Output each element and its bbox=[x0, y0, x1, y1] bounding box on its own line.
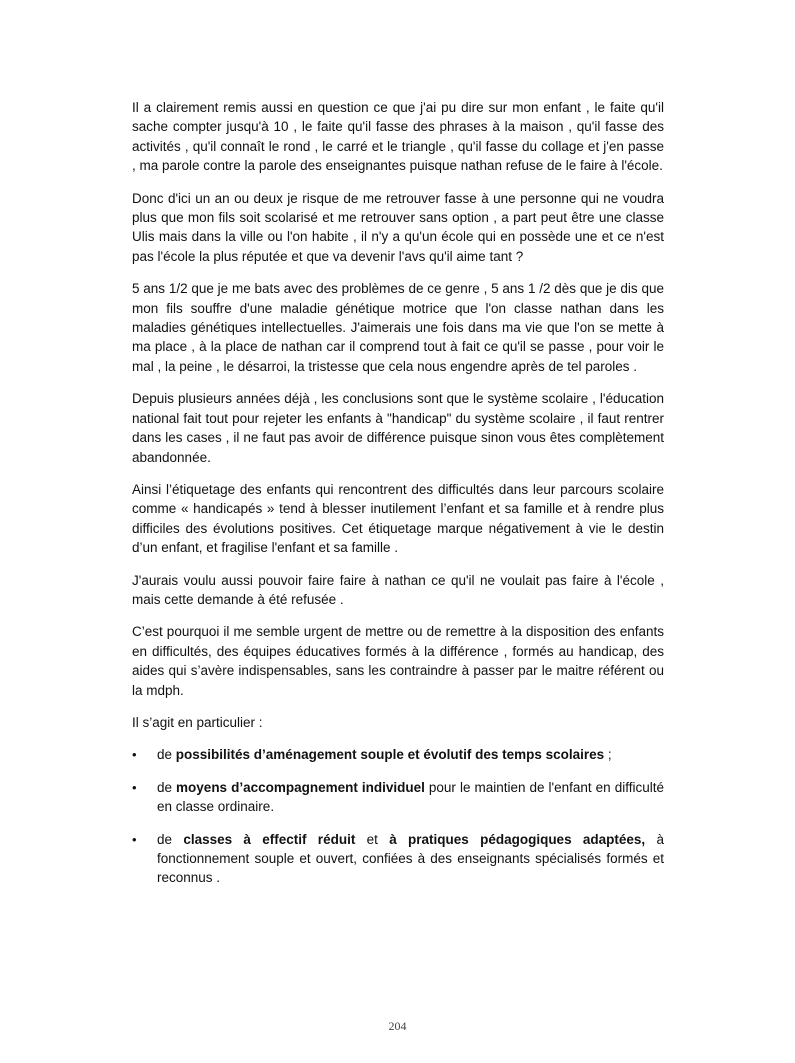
paragraph: Ainsi l’étiquetage des enfants qui rencontrent des difficultés dans leur parcours scolaire comme « handicapés » tend à blesser inutilement l’enfant et sa famille et à rendre plus difficiles des évolutions positives. Cet étiquetage marque négativement à vie le destin d’un enfant, et fragilise l'enfant et sa famille . bbox=[132, 481, 664, 556]
bullet-list bbox=[132, 745, 664, 887]
bullet-item bbox=[132, 778, 664, 817]
paragraph: 5 ans 1/2 que je me bats avec des problèmes de ce genre , 5 ans 1 /2 dès que je dis que mon fils souffre d'une maladie génétique motrice que l'on classe nathan dans les maladies génétiques intellectuelles. J'aimerais une fois dans ma vie que l'on se mette à ma place , à la place de nathan car il comprend tout à fait ce qu'il se passe , pour voir le mal , la peine , le désarroi, la tristesse que cela nous engendre après de tel paroles . bbox=[132, 281, 664, 374]
bullet-text-bold: possibilités d’aménagement souple et évolutif des temps scolaires bbox=[175, 747, 605, 763]
bullet-text-post: pour le maintien de l'enfant en difficulté en classe ordinaire. bbox=[157, 779, 664, 815]
bullet-icon: • bbox=[132, 779, 137, 795]
paragraph: Il a clairement remis aussi en question ce que j'ai pu dire sur mon enfant , le faite qu'il sache compter jusqu'à 10 , le faite qu'il fasse des phrases à la maison , qu'il fasse des activités , qu'il connaît le rond , le carré et le triangle , qu'il fasse du collage et j'en passe , ma parole contre la parole des enseignantes puisque nathan refuse de le faire à l'école. bbox=[132, 100, 664, 174]
bullet-text-bold: moyens d’accompagnement individuel bbox=[176, 779, 425, 795]
bullet-icon: • bbox=[132, 747, 137, 763]
paragraph-intro-list: Il s’agit en particulier : bbox=[132, 714, 263, 730]
bullet-text-bold-2: à pratiques pédagogiques adaptées, bbox=[389, 831, 646, 847]
document-body bbox=[132, 98, 664, 901]
bullet-text-post: à fonctionnement souple et ouvert, confiées à des enseignants spécialisés formés et reconnus . bbox=[157, 831, 664, 886]
bullet-text-post: ; bbox=[604, 747, 612, 763]
paragraph: J'aurais voulu aussi pouvoir faire faire à nathan ce qu'il ne voulait pas faire à l'école , mais cette demande à été refusée . bbox=[132, 572, 664, 607]
page-number: 204 bbox=[388, 1019, 407, 1033]
paragraph: Donc d'ici un an ou deux je risque de me retrouver fasse à une personne qui ne voudra plus que mon fils soit scolarisé et me retrouver sans option , a part peut être une classe Ulis mais dans la ville ou l'on habite , il n'y a qu'un école qui en possède une et ce n'est pas l'école la plus réputée et que va devenir l'avs qu'il aime tant ? bbox=[132, 190, 664, 264]
bullet-item bbox=[132, 745, 664, 764]
paragraph: Depuis plusieurs années déjà , les conclusions sont que le système scolaire , l'éducation national fait tout pour rejeter les enfants à "handicap" du système scolaire , il faut rentrer dans les cases , il ne faut pas avoir de différence puisque sinon vous êtes complètement abandonnée. bbox=[132, 391, 664, 465]
bullet-text-pre: de bbox=[157, 831, 184, 847]
bullet-text-pre: de bbox=[157, 747, 176, 763]
bullet-text-bold: classes à effectif réduit bbox=[183, 831, 356, 847]
bullet-icon: • bbox=[132, 831, 137, 847]
bullet-text-pre: de bbox=[157, 779, 177, 795]
bullet-text-mid: et bbox=[355, 831, 390, 847]
bullet-item bbox=[132, 830, 664, 888]
paragraph: C’est pourquoi il me semble urgent de mettre ou de remettre à la disposition des enfants en difficultés, des équipes éducatives formés à la différence , formés au handicap, des aides qui s’avère indispensables, sans les contraindre à passer par le maitre référent ou la mdph. bbox=[132, 624, 664, 698]
